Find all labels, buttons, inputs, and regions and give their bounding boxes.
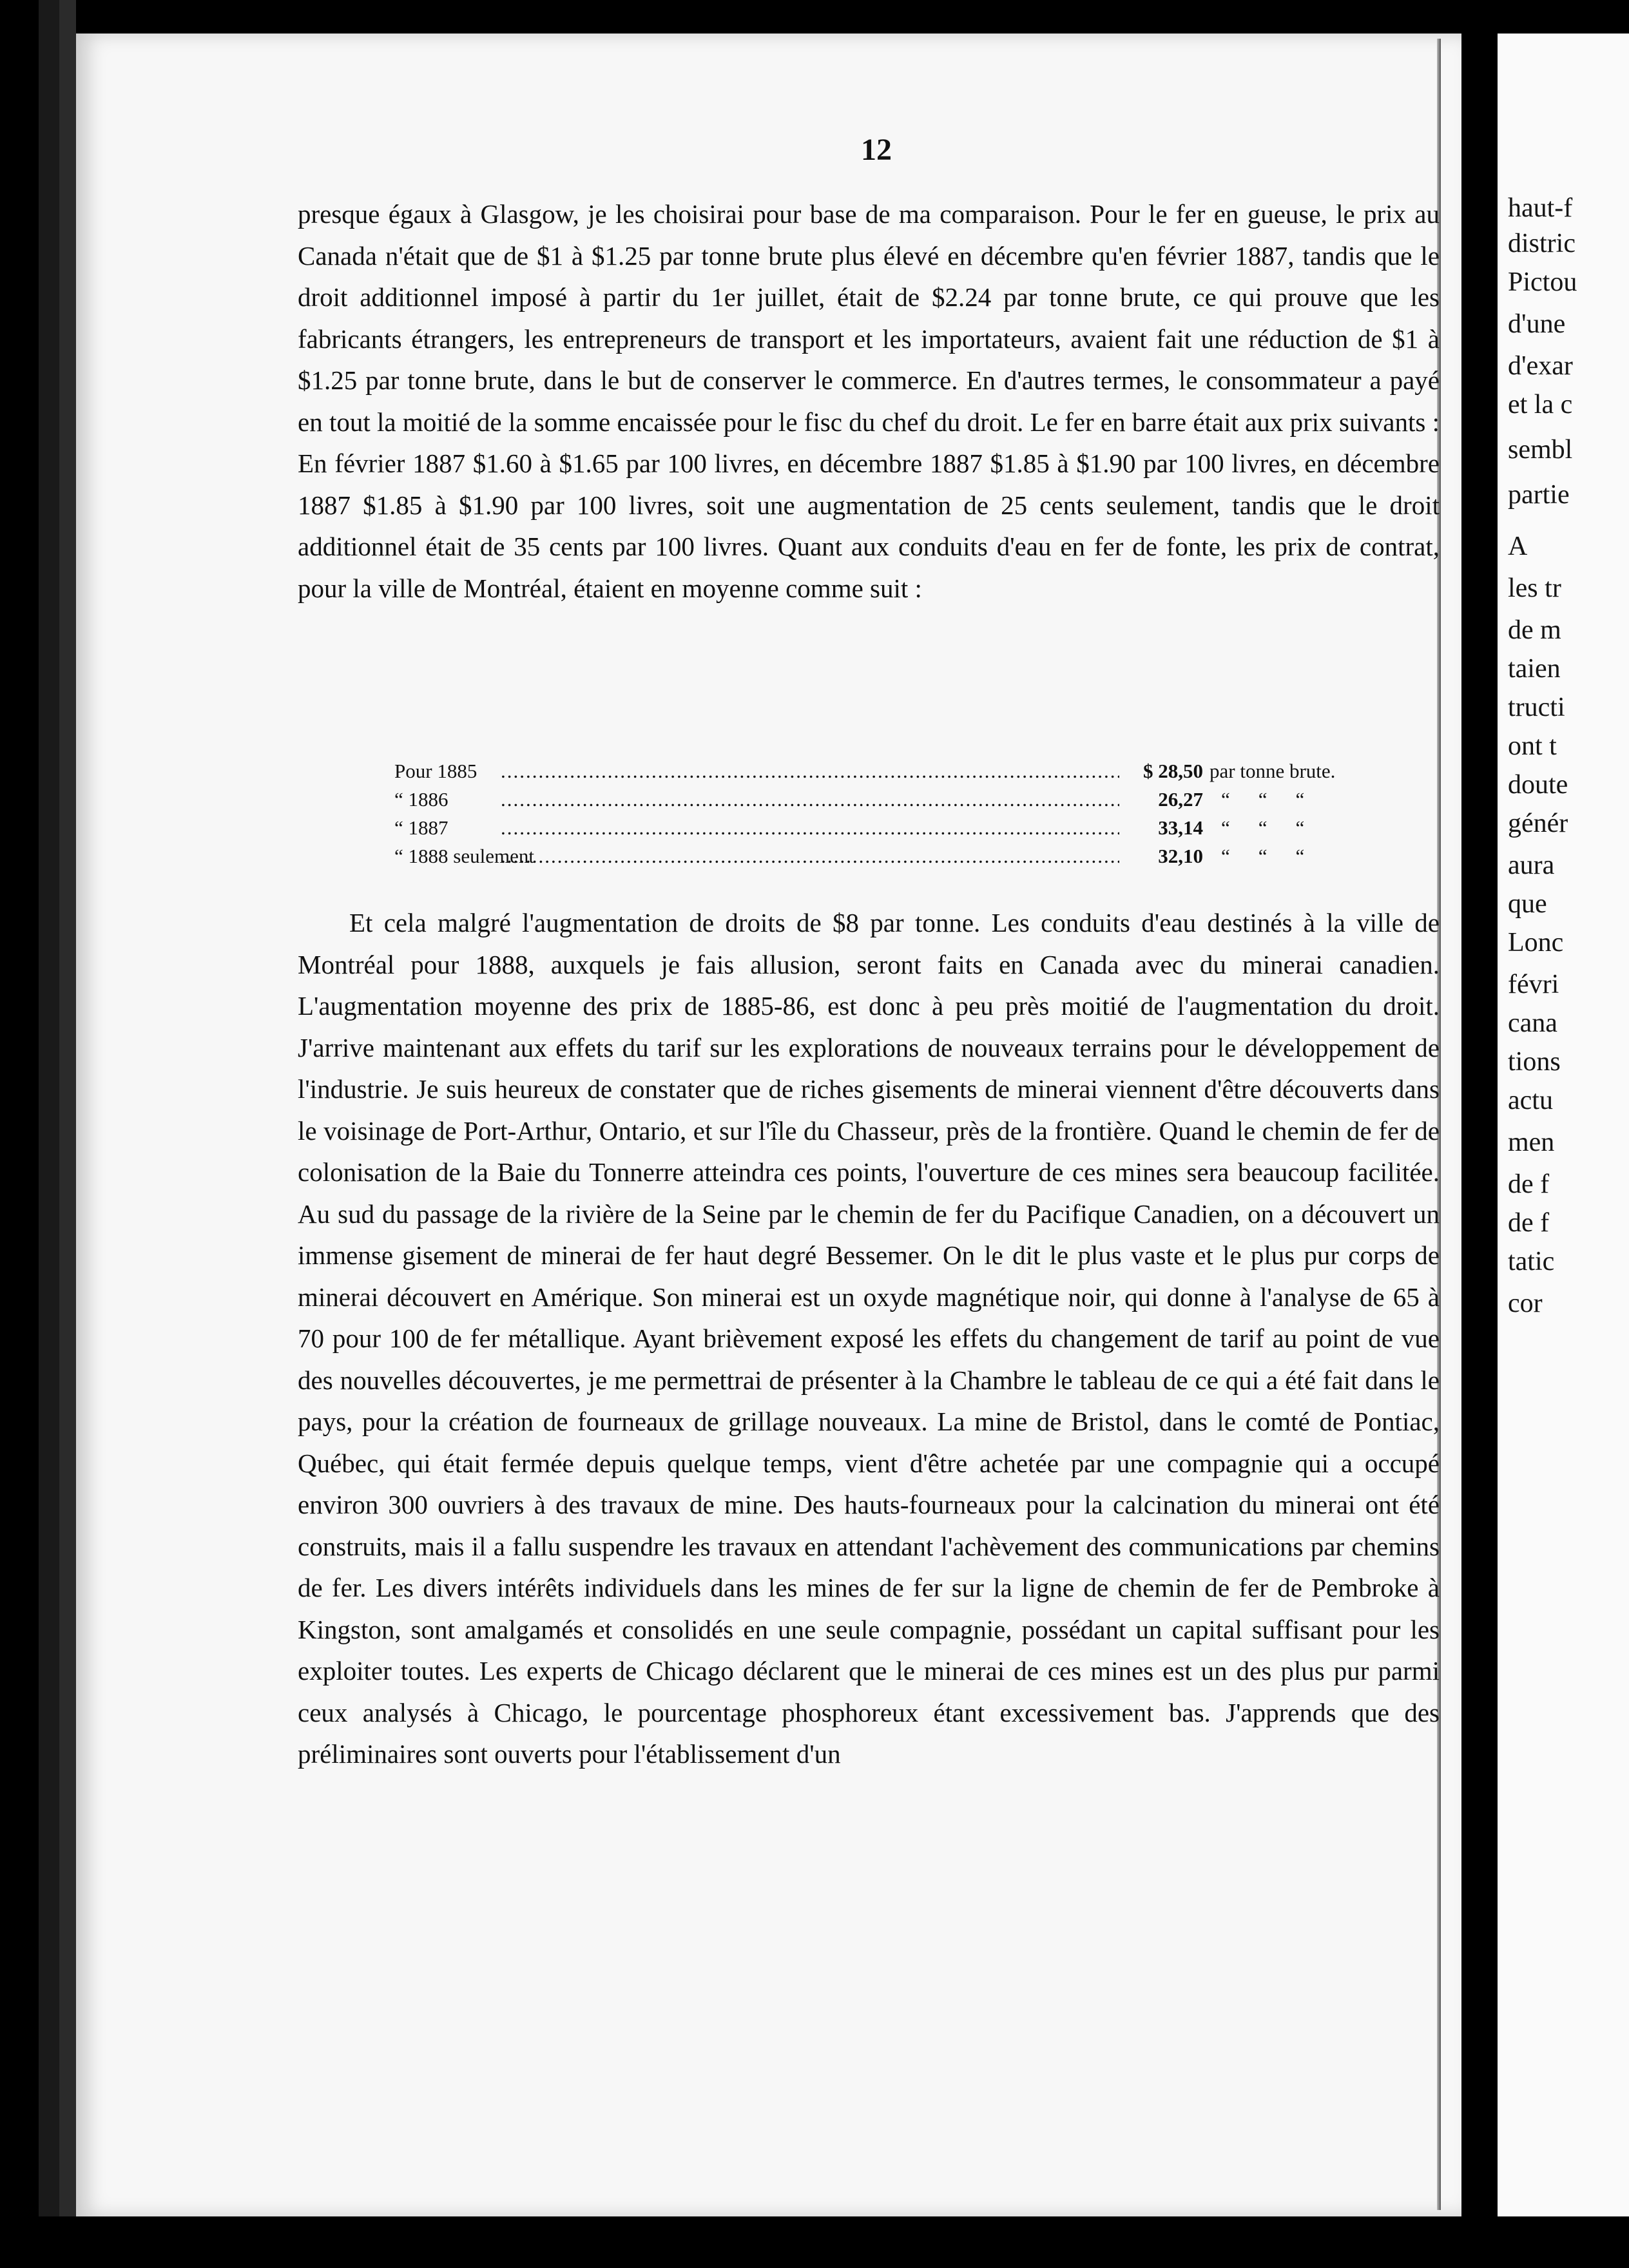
adjacent-page-fragment: Lonc [1508, 928, 1564, 957]
adjacent-page-fragment: distric [1508, 229, 1576, 258]
ditto-mark: “ [1295, 788, 1305, 811]
adjacent-page-fragment: tructi [1508, 693, 1565, 722]
adjacent-page-fragment: doute [1508, 770, 1568, 800]
year-label: Pour 1885 [394, 760, 477, 782]
leader-dots [501, 757, 1119, 785]
adjacent-page-fragment: taien [1508, 654, 1561, 684]
adjacent-page-fragment: de f [1508, 1169, 1550, 1199]
table-row [394, 757, 1361, 785]
body-text [298, 193, 1440, 609]
leader-dots [501, 814, 1119, 842]
price-amount: $ 28,50 [1143, 760, 1203, 782]
adjacent-page-fragment: d'exar [1508, 351, 1573, 381]
ditto-mark: “ [1221, 845, 1230, 867]
ditto-mark: “ [1258, 816, 1268, 839]
adjacent-page-fragment: de m [1508, 615, 1561, 645]
price-unit: par tonne brute. [1210, 760, 1336, 782]
paragraph-1: presque égaux à Glasgow, je les choisirai pour base de ma comparaison. Pour le fer en gueuse, le prix au Canada n'était que de $1 à $1.25 par tonne brute plus élevé en décembre qu'en février 1887, tandis que le droit additionnel imposé à partir du 1er juillet, était de $2.24 par tonne brute, ce qui prouve que les fabricants étrangers, les entrepreneurs de transport et les importateurs, avaient fait une réduction de $1 à $1.25 par tonne brute, dans le but de conserver le commerce. En d'autres termes, le consommateur a payé en tout la moitié de la somme encaissée pour le fisc du chef du droit. Le fer en barre était aux prix suivants : En février 1887 $1.60 à $1.65 par 100 livres, en décembre 1887 $1.85 à $1.90 par 100 livres, en décembre 1887 $1.85 à $1.90 par 100 livres, soit une augmentation de 25 cents seulement, tandis que le droit additionnel était de 35 cents par 100 livres. Quant aux conduits d'eau en fer de fonte, les prix de contrat, pour la ville de Montréal, étaient en moyenne comme suit : [298, 199, 1440, 603]
ditto-marks [1210, 842, 1304, 870]
scan-border-bottom [0, 2216, 1629, 2268]
price-amount: 33,14 [1158, 816, 1203, 839]
adjacent-page-fragment: partie [1508, 480, 1570, 510]
adjacent-page-fragment: haut-f [1508, 193, 1573, 223]
leader-dots [501, 785, 1119, 814]
adjacent-page-fragment: cor [1508, 1289, 1543, 1318]
ditto-marks [1210, 785, 1304, 814]
adjacent-page-fragment: que [1508, 889, 1547, 919]
adjacent-page [1498, 34, 1629, 2216]
ditto-mark: “ [1295, 845, 1305, 867]
adjacent-page-fragment: les tr [1508, 573, 1561, 603]
adjacent-page-fragment: cana [1508, 1008, 1557, 1038]
ditto-mark: “ [1295, 816, 1305, 839]
paragraph-2: Et cela malgré l'augmentation de droits de $8 par tonne. Les conduits d'eau destinés à la ville de Montréal pour 1888, auxquels je fais allusion, seront faits en Canada avec du minerai canadien. L'augmentation moyenne des prix de 1885-86, est donc à peu près moitié de l'augmentation du droit. J'arrive maintenant aux effets du tarif sur les explorations de nouveaux terrains pour le développement de l'industrie. Je suis heureux de constater que de riches gisements de minerai viennent d'être découverts dans le voisinage de Port-Arthur, Ontario, et sur l'île du Chasseur, près de la frontière. Quand le chemin de fer de colonisation de la Baie du Tonnerre atteindra ces points, l'ouverture de ces mines sera beaucoup facilitée. Au sud du passage de la rivière de la Seine par le chemin de fer du Pacifique Canadien, on a découvert un immense gisement de minerai de fer haut degré Bessemer. On le dit le plus vaste et le plus pur corps de minerai découvert en Amérique. Son minerai est un oxyde magnétique noir, qui donne à l'analyse de 65 à 70 pour 100 de fer métallique. Ayant brièvement exposé les effets du changement de tarif au point de vue des nouvelles découvertes, je me permettrai de présenter à la Chambre le tableau de ce qui a été fait dans le pays, pour la création de fourneaux de grillage nouveaux. La mine de Bristol, dans le comté de Pontiac, Québec, qui était fermée depuis quelque temps, vient d'être achetée par une compagnie qui a occupé environ 300 ouvriers à des travaux de mine. Des hauts-fourneaux pour la calcination du minerai ont été construits, mais il a fallu suspendre les travaux en attendant l'achèvement des communications par chemins de fer. Les divers intérêts individuels dans les mines de fer sur la ligne de chemin de fer de Pembroke à Kingston, sont amalgamés et consolidés en une seule compagnie, possédant un capital suffisant pour les exploiter toutes. Les experts de Chicago déclarent que le minerai de ces mines est un des plus pur parmi ceux analysés à Chicago, le pourcentage phosphoreux étant excessivement bas. J'apprends que des préliminaires sont ouverts pour l'établissement d'un [298, 908, 1440, 1769]
adjacent-page-fragment: et la c [1508, 390, 1573, 419]
adjacent-page-fragment: men [1508, 1128, 1555, 1157]
adjacent-page-fragment: de f [1508, 1208, 1550, 1238]
adjacent-page-fragment: sembl [1508, 435, 1573, 465]
table-row [394, 785, 1361, 814]
year-label: “ 1888 seulement [394, 845, 534, 867]
price-amount: 32,10 [1158, 845, 1203, 867]
price-amount: 26,27 [1158, 788, 1203, 811]
ditto-marks [1210, 814, 1304, 842]
table-row [394, 842, 1361, 870]
adjacent-page-fragment: tions [1508, 1047, 1561, 1077]
adjacent-page-fragment: génér [1508, 809, 1568, 838]
leader-dots [501, 842, 1119, 870]
adjacent-page-fragment: ont t [1508, 731, 1557, 761]
adjacent-page-fragment: tatic [1508, 1247, 1555, 1276]
ditto-mark: “ [1221, 788, 1230, 811]
price-table [394, 757, 1361, 870]
adjacent-page-fragment: actu [1508, 1086, 1553, 1115]
adjacent-page-fragment: févri [1508, 970, 1559, 999]
adjacent-page-fragment: A [1508, 532, 1528, 561]
scan-border-left [0, 0, 76, 2268]
body-text-continued [298, 902, 1440, 1775]
page-number: 12 [861, 133, 892, 167]
scan-border-top [0, 0, 1629, 34]
scan-gutter-right [1461, 0, 1498, 2268]
ditto-mark: “ [1221, 816, 1230, 839]
adjacent-page-fragment: aura [1508, 850, 1555, 880]
ditto-mark: “ [1258, 788, 1268, 811]
ditto-mark: “ [1258, 845, 1268, 867]
year-label: “ 1887 [394, 816, 448, 839]
year-label: “ 1886 [394, 788, 448, 811]
table-row [394, 814, 1361, 842]
adjacent-page-fragment: d'une [1508, 309, 1566, 339]
adjacent-page-fragment: Pictou [1508, 267, 1577, 297]
